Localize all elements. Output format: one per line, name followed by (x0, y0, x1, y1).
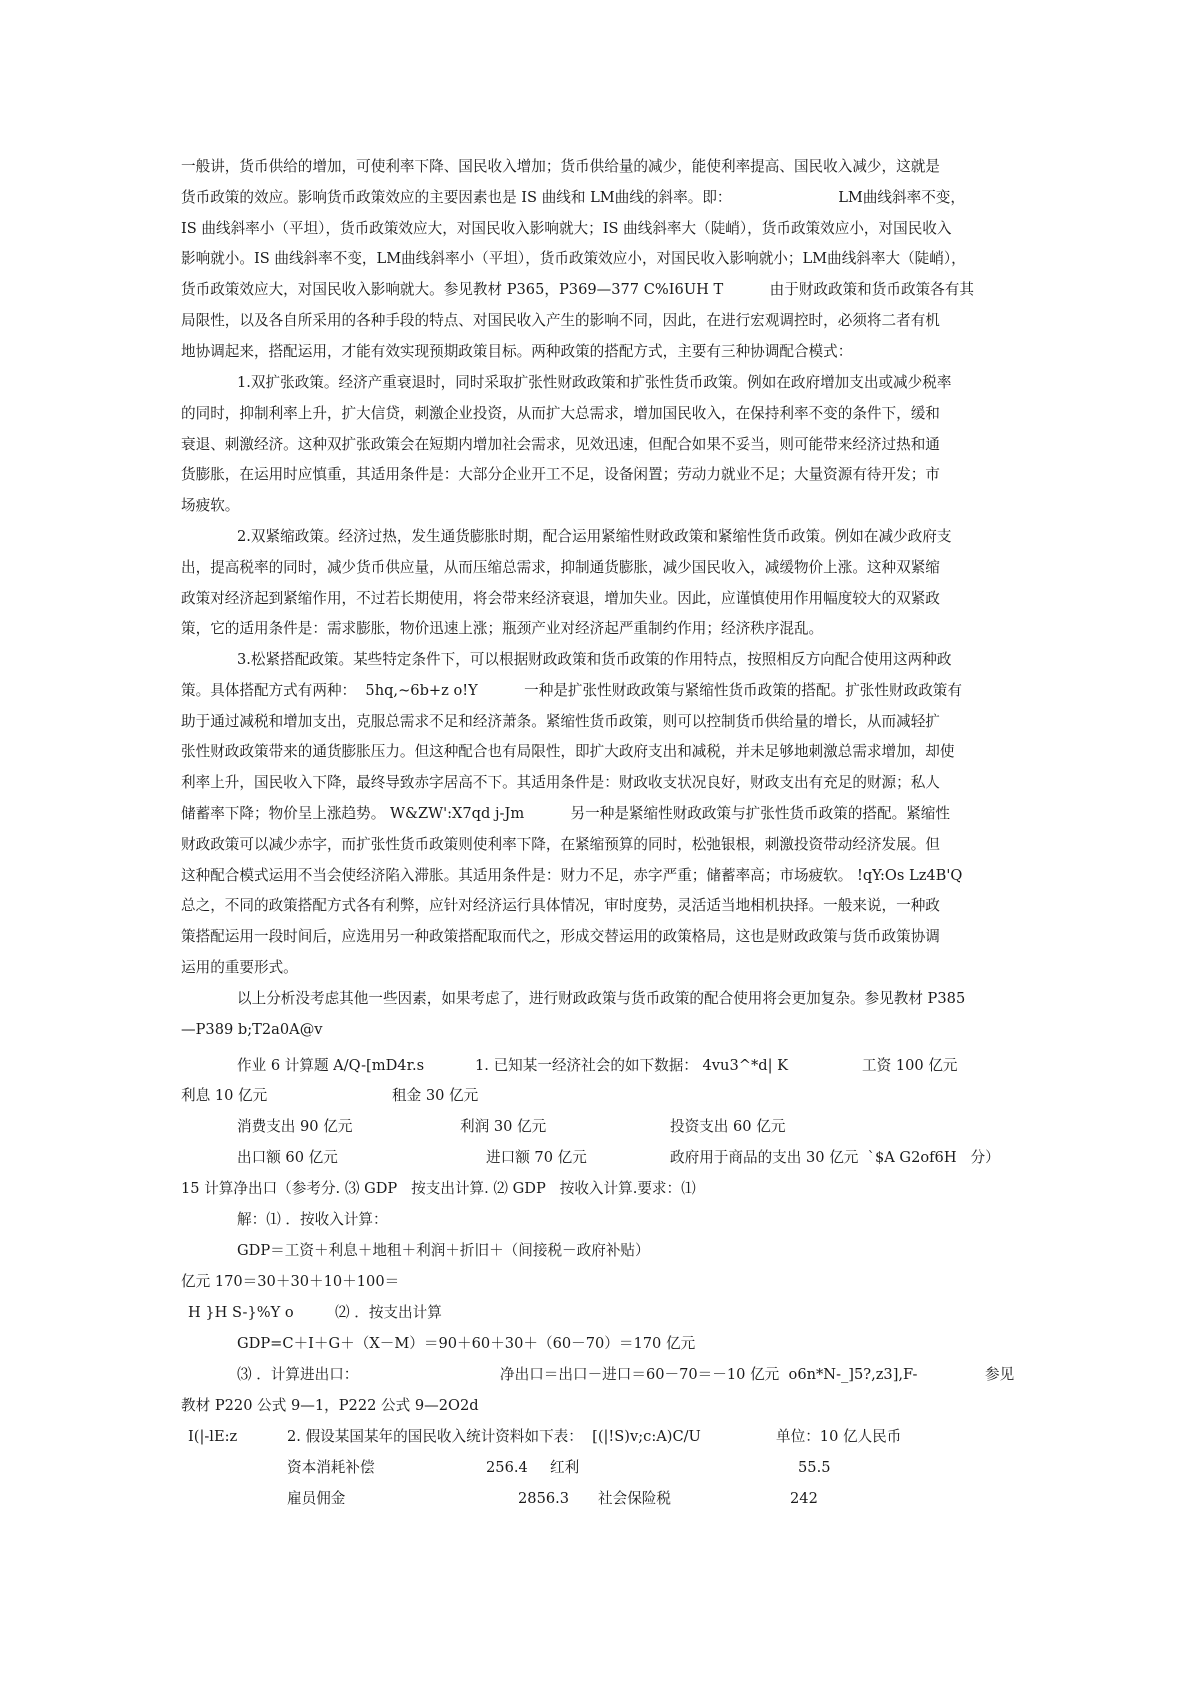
text-line: 1.双扩张政策。经济产重衰退时，同时采取扩张性财政政策和扩张性货币政策。例如在政府增加支出或减少税率 (237, 374, 952, 391)
table-cell-label: 红利 (550, 1459, 580, 1476)
text-line: 的同时，抑制利率上升，扩大信贷，刺激企业投资，从而扩大总需求，增加国民收入，在保持利率不变的条件下，缓和 (181, 404, 940, 422)
data-profit: 利润 30 亿元 (460, 1118, 547, 1135)
text-line: 这种配合模式运用不当会使经济陷入滞胀。其适用条件是：财力不足，赤字严重；储蓄率高；市场疲软。 !qY:Os Lz4B'Q (181, 866, 963, 884)
paragraph-summary (181, 984, 1018, 1046)
text-line: 政策对经济起到紧缩作用，不过若长期使用，将会带来经济衰退，增加失业。因此，应谨慎使用作用幅度较大的双紧政 (181, 589, 940, 607)
table-cell-label: 雇员佣金 (287, 1490, 346, 1507)
text-line: 2.双紧缩政策。经济过热，发生通货膨胀时期，配合运用紧缩性财政政策和紧缩性货币政策。例如在减少政府支 (237, 528, 952, 545)
reference-label: 参见 (985, 1366, 1015, 1383)
text-line: 财政政策可以减少赤字，而扩张性货币政策则使利率下降，在紧缩预算的同时，松弛银根，刺激投资带动经济发展。但 (181, 835, 940, 853)
paragraph-double-tightening (181, 522, 1018, 645)
text-line: 3.松紧搭配政策。某些特定条件下，可以根据财政政策和货币政策的作用特点，按照相反方向配合使用这两种政 (237, 651, 952, 668)
garbled-code: I(|-lE:z (188, 1428, 238, 1445)
text-line: 局限性，以及各自所采用的各种手段的特点、对国民收入产生的影响不同，因此，在进行宏观调控时，必须将二者有机 (181, 311, 940, 329)
text-line: 货币政策效应大，对国民收入影响就大。参见教材 P365，P369—377 C%I6UH T 由于财政政策和货币政策各有其 (181, 281, 974, 299)
table-cell-value: 55.5 (798, 1459, 831, 1476)
text-line: 影响就小。IS 曲线斜率不变，LM曲线斜率小（平坦），货币政策效应小，对国民收入影响就小；LM曲线斜率大（陡峭）， (181, 250, 966, 268)
formula-income: GDP＝工资＋利息＋地租＋利润＋折旧＋（间接税－政府补贴） (237, 1242, 650, 1259)
question-2: 2. 假设某国某年的国民收入统计资料如下表： [(|!S)v;c:A)C/U (287, 1428, 701, 1445)
question-1: 1. 已知某一经济社会的如下数据： 4vu3^*d| K (475, 1057, 789, 1074)
calculation-income: 亿元 170＝30＋30＋10＋100＝ (181, 1273, 400, 1290)
table-cell-value: 242 (790, 1490, 818, 1507)
solution-step-2: ⑵ ．按支出计算 (335, 1304, 442, 1321)
text-line: 策搭配运用一段时间后，应选用另一种政策搭配取而代之，形成交替运用的政策格局，这也是财政政策与货币政策协调 (181, 928, 940, 946)
garbled-code: H }H S-}%Y o (188, 1304, 294, 1321)
text-line: IS 曲线斜率小（平坦），货币政策效应大，对国民收入影响就大；IS 曲线斜率大（陡峭），货币政策效应小，对国民收入 (181, 219, 952, 237)
data-wage: 工资 100 亿元 (862, 1057, 958, 1074)
text-line: 货膨胀，在运用时应慎重，其适用条件是：大部分企业开工不足，设备闲置；劳动力就业不足；大量资源有待开发；市 (181, 466, 940, 484)
homework-title: 作业 6 计算题 A/Q-[mD4r.s (237, 1057, 425, 1074)
text-line: 一般讲，货币供给的增加，可使利率下降、国民收入增加；货币供给量的减少，能使利率提高、国民收入减少，这就是 (181, 158, 940, 175)
solution-step-1: 解：⑴ ．按收入计算： (237, 1211, 388, 1228)
text-line: 利率上升，国民收入下降，最终导致赤字居高不下。其适用条件是：财政收支状况良好，财政支出有充足的财源；私人 (181, 774, 940, 792)
text-line: 助于通过减税和增加支出，克服总需求不足和经济萧条。紧缩性货币政策，则可以控制货币供给量的增长，从而减轻扩 (181, 712, 940, 730)
net-exports: 净出口＝出口－进口＝60－70＝－10 亿元 o6n*N-_]5?,z3],F- (500, 1366, 918, 1383)
text-line: 总之，不同的政策搭配方式各有利弊，应针对经济运行具体情况，审时度势，灵活适当地相机抉择。一般来说，一种政 (181, 897, 940, 915)
text-line: 场疲软。 (181, 497, 240, 515)
text-line: 策。具体搭配方式有两种： 5hq,~6b+z o!Y 一种是扩张性财政政策与紧缩性货币政策的搭配。扩张性财政政策有 (181, 681, 962, 699)
text-line: 储蓄率下降；物价呈上涨趋势。 W&ZW':X7qd j-Jm 另一种是紧缩性财政政策与扩张性货币政策的搭配。紧缩性 (181, 804, 950, 822)
data-interest: 利息 10 亿元 (181, 1087, 268, 1104)
unit-label: 单位：10 亿人民币 (776, 1428, 902, 1445)
table-cell-label: 社会保险税 (598, 1490, 671, 1507)
solution-step-3: ⑶ ．计算进出口： (237, 1366, 359, 1383)
text-line: 运用的重要形式。 (181, 958, 298, 976)
table-cell-label: 资本消耗补偿 (287, 1459, 375, 1476)
text-line: 张性财政政策带来的通货膨胀压力。但这种配合也有局限性，即扩大政府支出和减税，并未足够地刺激总需求增加，却使 (181, 743, 955, 761)
data-exports: 出口额 60 亿元 (237, 1149, 338, 1166)
text-line: 货币政策的效应。影响货币政策效应的主要因素也是 IS 曲线和 LM曲线的斜率。即： LM曲线斜率不变， (181, 188, 965, 206)
requirements: 15 计算净出口（参考分. ⑶ GDP 按支出计算. ⑵ GDP 按收入计算.要求：⑴ (181, 1180, 696, 1197)
paragraph-double-expansion (181, 368, 1018, 522)
formula-expenditure: GDP=C＋I＋G＋（X－M）＝90＋60＋30＋（60－70）＝170 亿元 (237, 1335, 696, 1352)
paragraph-mixed-policy (181, 645, 1018, 984)
text-line: 出，提高税率的同时，减少货币供应量，从而压缩总需求，抑制通货膨胀，减少国民收入，减缓物价上涨。这种双紧缩 (181, 558, 940, 576)
table-cell-value: 2856.3 (518, 1490, 570, 1507)
table-cell-value: 256.4 (486, 1459, 528, 1476)
data-investment: 投资支出 60 亿元 (670, 1118, 786, 1135)
text-line: —P389 b;T2a0A@v (181, 1020, 323, 1038)
data-rent: 租金 30 亿元 (392, 1087, 479, 1104)
text-line: 衰退、刺激经济。这种双扩张政策会在短期内增加社会需求，见效迅速，但配合如果不妥当，则可能带来经济过热和通 (181, 435, 940, 453)
text-line: 以上分析没考虑其他一些因素，如果考虑了，进行财政政策与货币政策的配合使用将会更加复杂。参见教材 P385 (237, 990, 966, 1007)
paragraph-monetary-effect (181, 152, 1018, 368)
data-consumption: 消费支出 90 亿元 (237, 1118, 353, 1135)
text-line: 策，它的适用条件是：需求膨胀，物价迅速上涨；瓶颈产业对经济起严重制约作用；经济秩序混乱。 (181, 620, 824, 638)
reference-text: 教材 P220 公式 9—1，P222 公式 9—2O2d (181, 1397, 479, 1414)
data-government: 政府用于商品的支出 30 亿元 `$A G2of6H 分） (670, 1149, 1000, 1166)
data-imports: 进口额 70 亿元 (486, 1149, 587, 1166)
text-line: 地协调起来，搭配运用，才能有效实现预期政策目标。两种政策的搭配方式，主要有三种协调配合模式： (181, 342, 853, 360)
